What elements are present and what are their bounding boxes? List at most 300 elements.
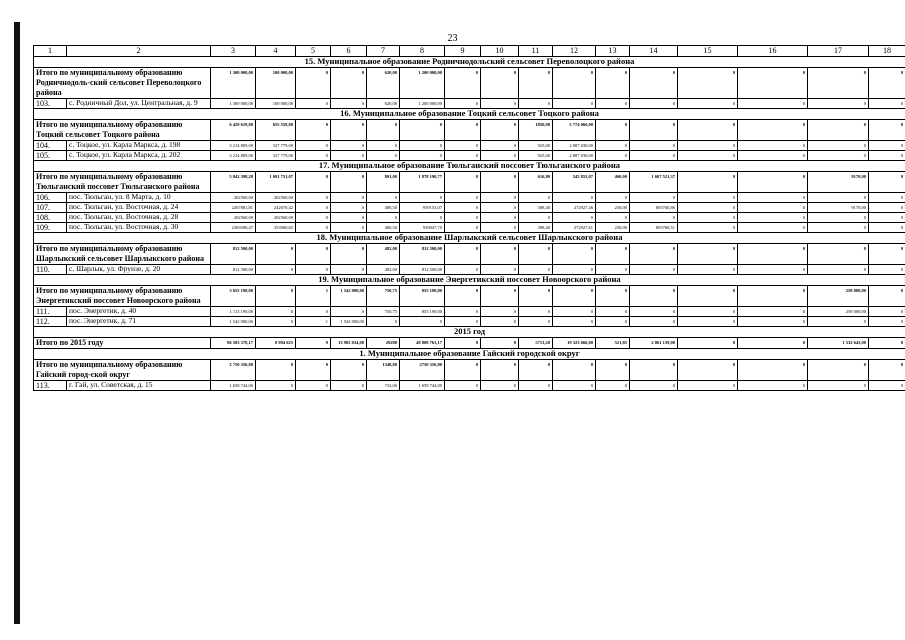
value-cell: 0 xyxy=(738,141,808,151)
value-cell: 0 xyxy=(678,286,738,307)
value-cell: 0 xyxy=(553,360,596,381)
total-label: Итого по муниципальному образованию Шарлыкский сельсовет Шарлыкского района xyxy=(34,244,211,265)
value-cell: 0 xyxy=(738,360,808,381)
value-cell: 0 xyxy=(630,307,678,317)
value-cell: 0 xyxy=(367,120,400,141)
value-cell: 0 xyxy=(256,381,296,391)
value-cell: 0 xyxy=(367,151,400,161)
value-cell: 0 xyxy=(519,307,553,317)
value-cell: 0 xyxy=(445,286,481,307)
value-cell: 0 xyxy=(481,307,519,317)
value-cell: 0 xyxy=(678,360,738,381)
value-cell: 1 658 744,00 xyxy=(400,381,445,391)
value-cell: 0 xyxy=(596,317,630,327)
value-cell: 482,00 xyxy=(367,265,400,275)
value-cell: 812 500,00 xyxy=(400,265,445,275)
value-cell: 0 xyxy=(596,213,630,223)
value-cell: 0 xyxy=(630,360,678,381)
column-number-cell: 14 xyxy=(630,46,678,57)
value-cell: 0 xyxy=(869,99,905,109)
table-row xyxy=(34,307,905,317)
value-cell: 0 xyxy=(481,99,519,109)
section-header-row xyxy=(34,233,905,244)
value-cell: 0 xyxy=(445,172,481,193)
value-cell: 855 190,00 xyxy=(400,307,445,317)
value-cell: 3 214 809,00 xyxy=(211,141,256,151)
address-cell: с. Тоцкое, ул. Карла Маркса, д. 202 xyxy=(67,151,211,161)
value-cell: 0 xyxy=(553,265,596,275)
value-cell: 0 xyxy=(256,244,296,265)
value-cell: 0 xyxy=(296,99,331,109)
value-cell: 0 xyxy=(869,151,905,161)
value-cell: 0 xyxy=(869,317,905,327)
value-cell: 0 xyxy=(553,213,596,223)
value-cell: 0 xyxy=(331,223,367,233)
value-cell: 5713,20 xyxy=(519,338,553,349)
table-row xyxy=(34,141,905,151)
value-cell: 0 xyxy=(630,68,678,99)
value-cell: 0 xyxy=(296,151,331,161)
value-cell: 0 xyxy=(445,120,481,141)
value-cell: 327 779,00 xyxy=(256,151,296,161)
value-cell: 0 xyxy=(808,244,869,265)
value-cell: 2267881,81 xyxy=(211,203,256,213)
value-cell: 230,00 xyxy=(596,223,630,233)
value-cell: 13 982 034,00 xyxy=(331,338,367,349)
value-cell: 0 xyxy=(481,193,519,203)
value-cell: 0 xyxy=(630,381,678,391)
value-cell: 0 xyxy=(445,338,481,349)
value-cell: 3 655 190,00 xyxy=(211,286,256,307)
value-cell: 0 xyxy=(596,360,630,381)
value-cell: 272927,46 xyxy=(553,203,596,213)
value-cell: 0 xyxy=(869,120,905,141)
section-title: 18. Муниципальное образование Шарлыкский сельсовет Шарлыкского района xyxy=(34,233,905,244)
value-cell: 0 xyxy=(296,244,331,265)
value-cell: 100 000,00 xyxy=(256,68,296,99)
value-cell: 1 300 000,00 xyxy=(211,68,256,99)
address-cell: пос. Тюльган, ул. Восточная, д. 30 xyxy=(67,223,211,233)
address-cell: г. Гай, ул. Советская, д. 15 xyxy=(67,381,211,391)
value-cell: 0 xyxy=(678,172,738,193)
column-number-cell: 2 xyxy=(67,46,211,57)
value-cell: 0 xyxy=(400,120,445,141)
column-number-cell: 1 xyxy=(34,46,67,57)
value-cell: 0 xyxy=(630,99,678,109)
value-cell: 0 xyxy=(678,244,738,265)
value-cell: 0 xyxy=(738,151,808,161)
value-cell: 1 607 521,37 xyxy=(630,172,678,193)
value-cell: 0 xyxy=(445,307,481,317)
value-cell: 0 xyxy=(678,68,738,99)
value-cell: 0 xyxy=(869,203,905,213)
value-cell: 0 xyxy=(256,360,296,381)
total-label: Итого по муниципальному образованию Тоцкий сельсовет Тоцкого района xyxy=(34,120,211,141)
value-cell: 19 323 666,00 xyxy=(553,338,596,349)
value-cell: 0 xyxy=(596,244,630,265)
address-cell: пос. Тюльган, ул. Восточная, д. 28 xyxy=(67,213,211,223)
section-header-row xyxy=(34,57,905,68)
column-number-cell: 5 xyxy=(296,46,331,57)
value-cell: 0 xyxy=(445,99,481,109)
row-number: 109. xyxy=(34,223,67,233)
value-cell: 655 558,00 xyxy=(256,120,296,141)
value-cell: 0 xyxy=(869,381,905,391)
value-cell: 0 xyxy=(481,338,519,349)
value-cell: 616,80 xyxy=(519,172,553,193)
value-cell: 0 xyxy=(596,193,630,203)
table-row xyxy=(34,223,905,233)
value-cell: 812 500,00 xyxy=(400,244,445,265)
value-cell: 0 xyxy=(596,99,630,109)
value-cell: 0 xyxy=(869,68,905,99)
value-cell: 0 xyxy=(445,68,481,99)
value-cell: 0 xyxy=(331,360,367,381)
value-cell: 0 xyxy=(738,172,808,193)
value-cell: 5 774 060,00 xyxy=(553,120,596,141)
value-cell: 0 xyxy=(869,223,905,233)
table-row xyxy=(34,99,905,109)
section-title: 19. Муниципальное образование Энергетикский поссовет Новоорского района xyxy=(34,275,905,286)
column-number-cell: 18 xyxy=(869,46,905,57)
value-cell: 0 xyxy=(519,68,553,99)
section-title: 16. Муниципальное образование Тоцкий сельсовет Тоцкого района xyxy=(34,109,905,120)
value-cell: 0 xyxy=(678,307,738,317)
value-cell: 0 xyxy=(553,99,596,109)
column-number-cell: 17 xyxy=(808,46,869,57)
value-cell: 0 xyxy=(808,68,869,99)
value-cell: 0 xyxy=(481,213,519,223)
value-cell: 0 xyxy=(445,223,481,233)
value-cell: 0 xyxy=(331,307,367,317)
value-cell: 0 xyxy=(808,213,869,223)
total-row xyxy=(34,244,905,265)
value-cell: 0 xyxy=(596,68,630,99)
value-cell: 521,85 xyxy=(596,338,630,349)
value-cell: 0 xyxy=(738,120,808,141)
value-cell: 29288 xyxy=(367,338,400,349)
value-cell: 0 xyxy=(808,99,869,109)
value-cell: 939047,70 xyxy=(400,223,445,233)
grand-total-row xyxy=(34,338,905,349)
value-cell: 0 xyxy=(445,141,481,151)
value-cell: 0 xyxy=(296,307,331,317)
value-cell: 0 xyxy=(869,193,905,203)
value-cell: 803760,86 xyxy=(630,203,678,213)
value-cell: 0 xyxy=(519,213,553,223)
section-header-row xyxy=(34,327,905,338)
total-row xyxy=(34,360,905,381)
column-number-cell: 4 xyxy=(256,46,296,57)
value-cell: 202560,00 xyxy=(211,193,256,203)
column-number-cell: 3 xyxy=(211,46,256,57)
value-cell: 0 xyxy=(553,193,596,203)
value-cell: 0 xyxy=(445,203,481,213)
value-cell: 0 xyxy=(296,141,331,151)
value-cell: 1850,00 xyxy=(519,120,553,141)
section-title: 2015 год xyxy=(34,327,905,338)
data-table xyxy=(33,45,905,391)
value-cell: 0 xyxy=(296,360,331,381)
value-cell: 0 xyxy=(445,381,481,391)
value-cell: 48 808 763,17 xyxy=(400,338,445,349)
section-header-row xyxy=(34,275,905,286)
value-cell: 0 xyxy=(678,203,738,213)
column-number-cell: 7 xyxy=(367,46,400,57)
column-number-cell: 6 xyxy=(331,46,367,57)
value-cell: 0 xyxy=(596,381,630,391)
value-cell: 0 xyxy=(331,203,367,213)
value-cell: 620,00 xyxy=(367,68,400,99)
total-row xyxy=(34,120,905,141)
total-row xyxy=(34,172,905,193)
address-cell: пос. Энергетик, д. 40 xyxy=(67,307,211,317)
value-cell: 0 xyxy=(630,151,678,161)
value-cell: 1 xyxy=(296,286,331,307)
row-number: 106. xyxy=(34,193,67,203)
value-cell: 0 xyxy=(808,223,869,233)
value-cell: 0 xyxy=(738,265,808,275)
value-cell: 0 xyxy=(481,68,519,99)
value-cell: 0 xyxy=(445,244,481,265)
value-cell: 0 xyxy=(400,213,445,223)
value-cell: 0 xyxy=(256,265,296,275)
total-label: Итого по муниципальному образованию Тюльганский поссовет Тюльганского района xyxy=(34,172,211,193)
value-cell: 0 xyxy=(596,141,630,151)
value-cell: 0 xyxy=(553,307,596,317)
value-cell: 0 xyxy=(808,193,869,203)
value-cell: 0 xyxy=(738,223,808,233)
value-cell: 0 xyxy=(331,151,367,161)
value-cell: 803760,51 xyxy=(630,223,678,233)
page-number: 23 xyxy=(447,33,458,44)
value-cell: 0 xyxy=(481,265,519,275)
value-cell: 0 xyxy=(738,381,808,391)
table-row xyxy=(34,317,905,327)
value-cell: 0 xyxy=(630,317,678,327)
value-cell: 0 xyxy=(296,68,331,99)
value-cell: 1 001 751,07 xyxy=(256,172,296,193)
value-cell: 0 xyxy=(367,141,400,151)
value-cell: 0 xyxy=(630,141,678,151)
row-number: 103. xyxy=(34,99,67,109)
value-cell: 0 xyxy=(331,120,367,141)
value-cell: 0 xyxy=(481,203,519,213)
value-cell: 0 xyxy=(808,120,869,141)
value-cell: 327 779,00 xyxy=(256,141,296,151)
column-number-cell: 16 xyxy=(738,46,808,57)
value-cell: 0 xyxy=(738,244,808,265)
value-cell: 0 xyxy=(553,381,596,391)
value-cell: 0 xyxy=(481,317,519,327)
address-cell: с. Шарлык, ул. Фрунзе, д. 20 xyxy=(67,265,211,275)
total-label: Итого по 2015 году xyxy=(34,338,211,349)
value-cell: 0 xyxy=(331,68,367,99)
value-cell: 0 xyxy=(678,120,738,141)
value-cell: 0 xyxy=(256,307,296,317)
value-cell: 812 500,00 xyxy=(211,244,256,265)
value-cell: 258 000,00 xyxy=(808,307,869,317)
value-cell: 0 xyxy=(331,172,367,193)
value-cell: 0 xyxy=(296,223,331,233)
value-cell: 0 xyxy=(400,193,445,203)
table-row xyxy=(34,265,905,275)
value-cell: 9 xyxy=(296,338,331,349)
value-cell: 0 xyxy=(481,360,519,381)
value-cell: 0 xyxy=(738,317,808,327)
value-cell: 750,75 xyxy=(367,307,400,317)
value-cell: 750,75 xyxy=(367,286,400,307)
value-cell: 0 xyxy=(519,317,553,327)
address-cell: пос. Тюльган, ул. Восточная, д. 24 xyxy=(67,203,211,213)
value-cell: 0 xyxy=(738,99,808,109)
value-cell: 272927,61 xyxy=(553,223,596,233)
value-cell: 0 xyxy=(400,151,445,161)
table-row xyxy=(34,193,905,203)
column-number-header xyxy=(34,46,905,57)
value-cell: 0 xyxy=(869,338,905,349)
value-cell: 0 xyxy=(296,193,331,203)
value-cell: 812 500,00 xyxy=(211,265,256,275)
value-cell: 0 xyxy=(445,213,481,223)
value-cell: 1 200 000,00 xyxy=(400,99,445,109)
value-cell: 0 xyxy=(481,120,519,141)
value-cell: 0 xyxy=(481,172,519,193)
value-cell: 545 855,07 xyxy=(553,172,596,193)
value-cell: 0 xyxy=(596,120,630,141)
value-cell: 2 861 139,00 xyxy=(630,338,678,349)
value-cell: 1 113 190,00 xyxy=(211,307,256,317)
value-cell: 0 xyxy=(481,223,519,233)
page-binding-bar xyxy=(14,22,20,624)
section-header-row xyxy=(34,161,905,172)
value-cell: 0 xyxy=(553,286,596,307)
row-number: 110. xyxy=(34,265,67,275)
total-label: Итого по муниципальному образованию Родничнодоль-ский сельсовет Переволоцкого района xyxy=(34,68,211,99)
value-cell: 0 xyxy=(481,151,519,161)
column-number-cell: 13 xyxy=(596,46,630,57)
value-cell: 400,50 xyxy=(367,223,400,233)
value-cell: 0 xyxy=(869,213,905,223)
value-cell: 9170,00 xyxy=(808,172,869,193)
value-cell: 0 xyxy=(296,265,331,275)
value-cell: 0 xyxy=(331,213,367,223)
value-cell: 0 xyxy=(256,286,296,307)
value-cell: 0 xyxy=(808,151,869,161)
value-cell: 0 xyxy=(808,141,869,151)
table-row xyxy=(34,203,905,213)
value-cell: 0 xyxy=(738,203,808,213)
value-cell: 0 xyxy=(331,244,367,265)
column-number-cell: 15 xyxy=(678,46,738,57)
row-number: 105. xyxy=(34,151,67,161)
row-number: 107. xyxy=(34,203,67,213)
address-cell: с. Родничный Дол, ул. Центральная, д. 9 xyxy=(67,99,211,109)
value-cell: 202560,00 xyxy=(211,213,256,223)
value-cell: 0 xyxy=(481,286,519,307)
value-cell: 1348,00 xyxy=(367,360,400,381)
total-row xyxy=(34,286,905,307)
value-cell: 0 xyxy=(296,203,331,213)
address-cell: с. Тоцкое, ул. Карла Маркса, д. 198 xyxy=(67,141,211,151)
value-cell: 0 xyxy=(596,286,630,307)
value-cell: 0 xyxy=(331,141,367,151)
total-label: Итого по муниципальному образованию Гайский город-ской округ xyxy=(34,360,211,381)
value-cell: 0 xyxy=(630,213,678,223)
value-cell: 202560,00 xyxy=(256,193,296,203)
value-cell: 230,00 xyxy=(596,203,630,213)
value-cell: 0 xyxy=(553,244,596,265)
value-cell: 0 xyxy=(481,381,519,391)
value-cell: 308,40 xyxy=(519,223,553,233)
value-cell: 460,00 xyxy=(596,172,630,193)
section-title: 17. Муниципальное образование Тюльганский поссовет Тюльганского района xyxy=(34,161,905,172)
value-cell: 242670,42 xyxy=(256,203,296,213)
value-cell: 0 xyxy=(808,265,869,275)
value-cell: 0 xyxy=(445,151,481,161)
value-cell: 0 xyxy=(808,317,869,327)
value-cell: 0 xyxy=(808,381,869,391)
row-number: 111. xyxy=(34,307,67,317)
value-cell: 0 xyxy=(519,360,553,381)
value-cell: 0 xyxy=(738,338,808,349)
row-number: 108. xyxy=(34,213,67,223)
value-cell: 0 xyxy=(256,317,296,327)
value-cell: 0 xyxy=(481,244,519,265)
value-cell: 0 xyxy=(678,381,738,391)
value-cell: 0 xyxy=(630,193,678,203)
table-row xyxy=(34,151,905,161)
value-cell: 0 xyxy=(869,265,905,275)
value-cell: 400,50 xyxy=(367,203,400,213)
value-cell: 2 887 030,00 xyxy=(553,141,596,151)
value-cell: 0 xyxy=(519,244,553,265)
value-cell: 732,00 xyxy=(367,381,400,391)
value-cell: 0 xyxy=(519,381,553,391)
value-cell: 353960,65 xyxy=(256,223,296,233)
value-cell: 0 xyxy=(678,151,738,161)
value-cell: 3 214 809,00 xyxy=(211,151,256,161)
value-cell: 0 xyxy=(738,68,808,99)
value-cell: 0 xyxy=(519,99,553,109)
value-cell: 1 878 190,77 xyxy=(400,172,445,193)
value-cell: 925,00 xyxy=(519,151,553,161)
value-cell: 1 542 000,00 xyxy=(331,317,367,327)
value-cell: 0 xyxy=(869,307,905,317)
value-cell: 0 xyxy=(553,317,596,327)
value-cell: 0 xyxy=(869,141,905,151)
value-cell: 0 xyxy=(481,141,519,151)
value-cell: 0 xyxy=(519,286,553,307)
value-cell: 0 xyxy=(445,360,481,381)
value-cell: 0 xyxy=(869,172,905,193)
value-cell: 1 658 744,00 xyxy=(211,381,256,391)
value-cell: 0 xyxy=(678,193,738,203)
table-row xyxy=(34,381,905,391)
value-cell: 0 xyxy=(519,193,553,203)
value-cell: 86 583 378,17 xyxy=(211,338,256,349)
column-number-cell: 9 xyxy=(445,46,481,57)
value-cell: 620,00 xyxy=(367,99,400,109)
value-cell: 2 887 030,00 xyxy=(553,151,596,161)
column-number-cell: 12 xyxy=(553,46,596,57)
value-cell: 9170,00 xyxy=(808,203,869,213)
value-cell: 0 xyxy=(738,307,808,317)
value-cell: 0 xyxy=(738,193,808,203)
total-label: Итого по муниципальному образованию Энергетикский поссовет Новоорского района xyxy=(34,286,211,307)
value-cell: 0 xyxy=(331,265,367,275)
value-cell: 939153,07 xyxy=(400,203,445,213)
